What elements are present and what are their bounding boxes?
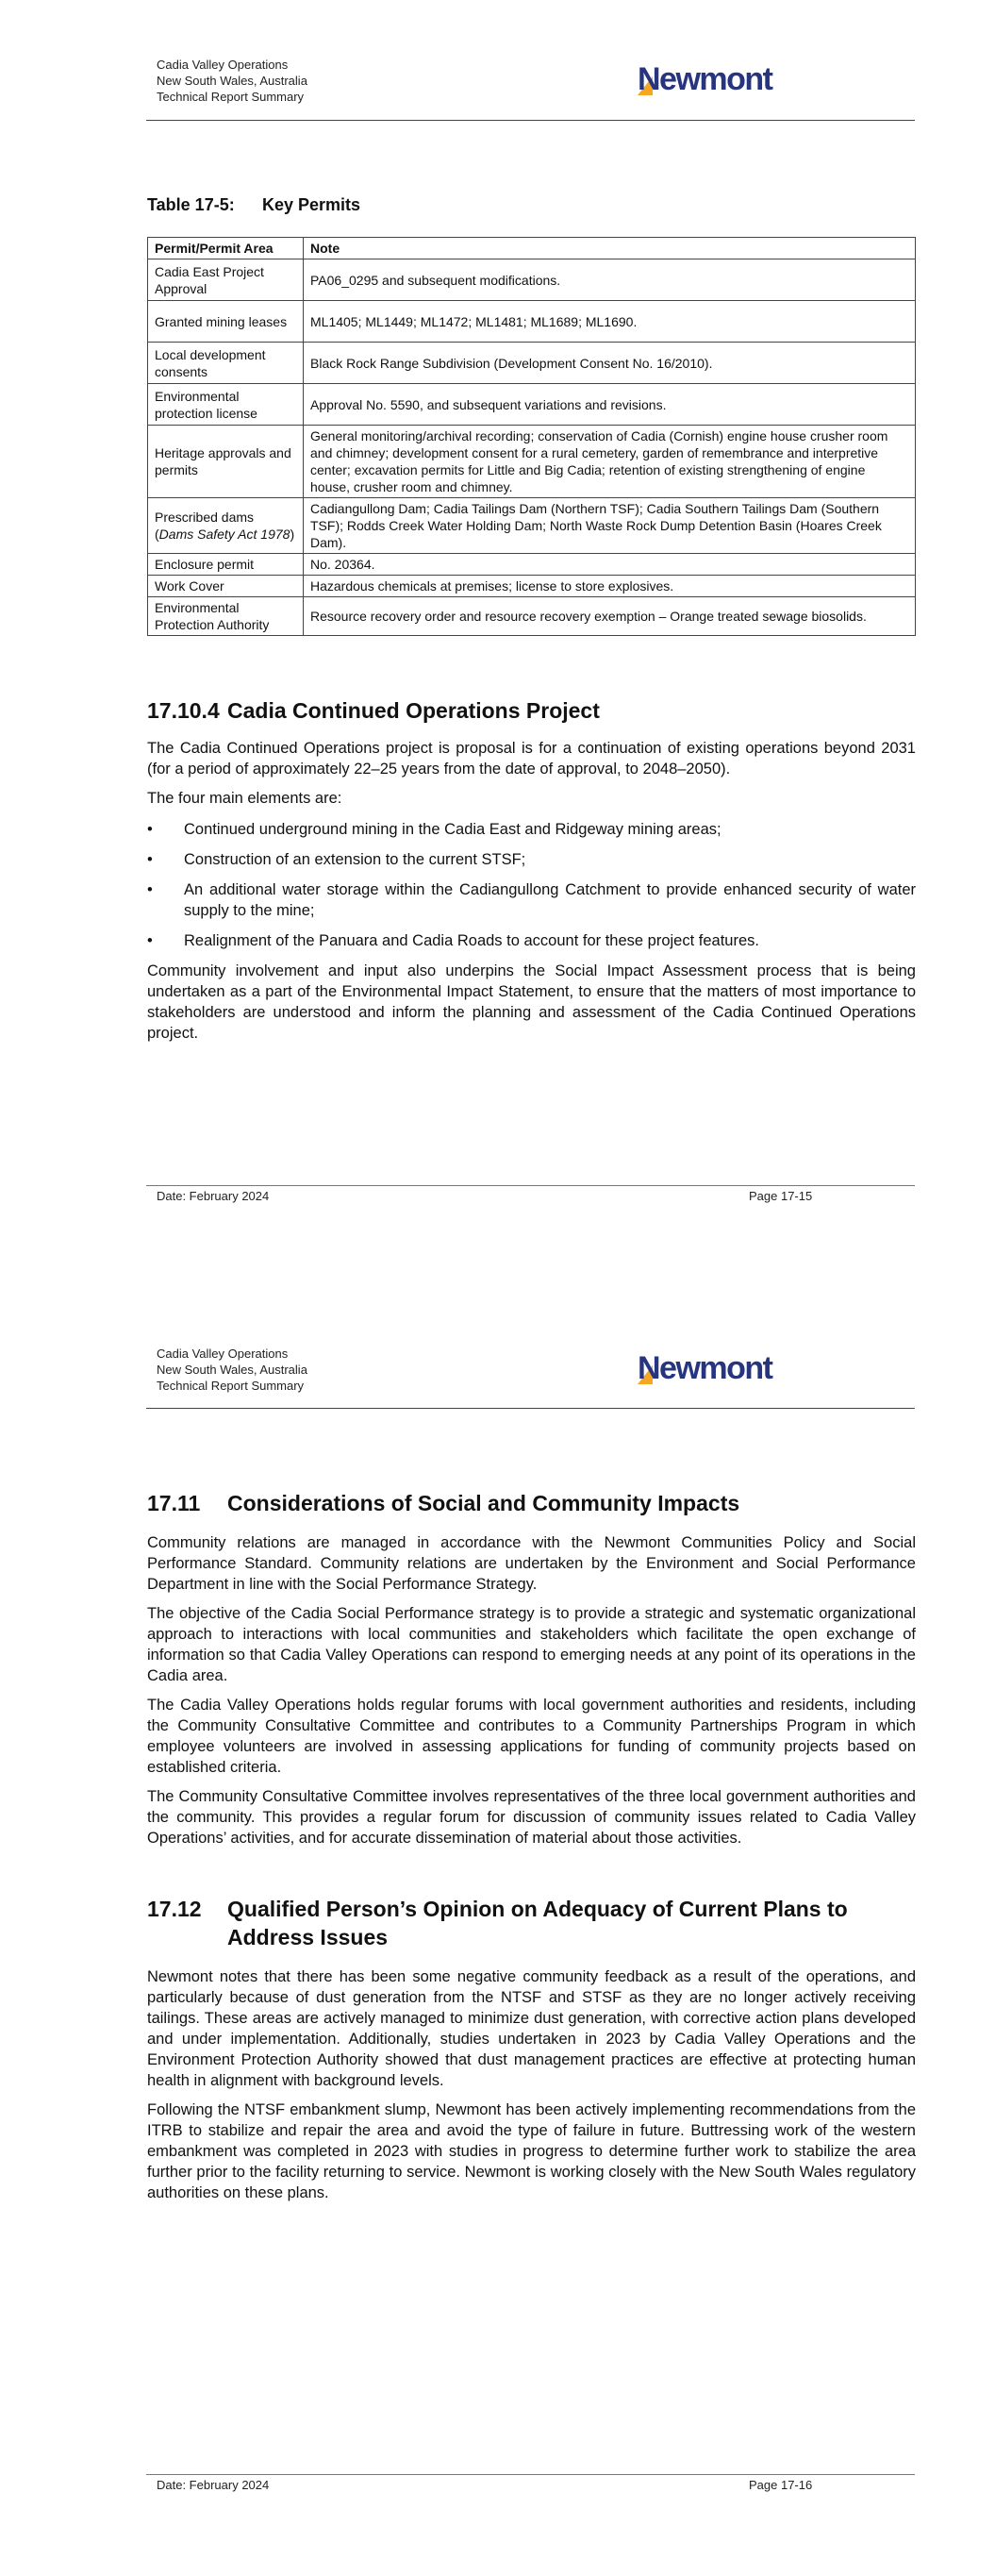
list-item-text: Continued underground mining in the Cadia East and Ridgeway mining areas; xyxy=(184,821,721,838)
header-company: Cadia Valley Operations xyxy=(157,58,289,72)
permit-area: Enclosure permit xyxy=(148,554,304,576)
section-number: 17.12 xyxy=(147,1897,202,1921)
key-permits-table xyxy=(147,237,916,636)
permit-area: Local development consents xyxy=(148,343,304,384)
newmont-logo: Newmont xyxy=(638,61,772,97)
permit-area xyxy=(148,498,304,554)
newmont-logo: Newmont xyxy=(638,1350,772,1386)
permit-area: Cadia East Project Approval xyxy=(148,259,304,301)
section-number: 17.11 xyxy=(147,1491,201,1515)
permit-note: Black Rock Range Subdivision (Development Consent No. 16/2010). xyxy=(304,343,916,384)
permit-area-end: ) xyxy=(290,527,295,542)
permit-note: Approval No. 5590, and subsequent variations and revisions. xyxy=(304,384,916,426)
footer-rule xyxy=(146,1185,915,1186)
footer-page-number: Page 17-15 xyxy=(749,1189,813,1203)
table-title: Key Permits xyxy=(262,195,361,214)
section-title: Cadia Continued Operations Project xyxy=(227,698,600,723)
paragraph: The Cadia Continued Operations project is proposal is for a continuation of existing operations beyond 2031 (for a period of approximately 22–25 years from the date of approval, to 2048–2050). xyxy=(147,740,916,778)
column-header: Permit/Permit Area xyxy=(148,238,304,259)
column-header: Note xyxy=(304,238,916,259)
paragraph: The objective of the Cadia Social Performance strategy is to provide a strategic and systematic organizational approach to interactions with local communities and stakeholders which facilitate the open exchange of information so that Cadia Valley Operations can respond to emerging needs at any point of its operations in the Cadia area. xyxy=(147,1605,916,1684)
table-row xyxy=(148,384,916,426)
table-row xyxy=(148,426,916,498)
table-row xyxy=(148,343,916,384)
permit-note: ML1405; ML1449; ML1472; ML1481; ML1689; ML1690. xyxy=(304,301,916,343)
paragraph: Newmont notes that there has been some negative community feedback as a result of the operations, and particularly because of dust generation from the NTSF and STSF as they are no longer actively receiving tailings. These areas are actively managed to minimize dust generation, with corrective action plans developed and under implementation. Additionally, studies undertaken in 2023 by Cadia Valley Operations and the Environment Protection Authority showed that dust management practices are effective at protecting human health in alignment with background levels. xyxy=(147,1968,916,2089)
header-location: New South Wales, Australia xyxy=(157,1363,307,1377)
permit-area: Granted mining leases xyxy=(148,301,304,343)
section-title: Considerations of Social and Community Impacts xyxy=(227,1491,740,1515)
section-title: Qualified Person’s Opinion on Adequacy of Current Plans to Address Issues xyxy=(227,1897,848,1949)
bullet-icon: • xyxy=(147,821,153,838)
header-report: Technical Report Summary xyxy=(157,1379,305,1393)
footer-rule xyxy=(146,2474,915,2475)
permit-note: Hazardous chemicals at premises; license to store explosives. xyxy=(304,576,916,597)
permit-note: No. 20364. xyxy=(304,554,916,576)
footer-page-number: Page 17-16 xyxy=(749,2478,813,2492)
header-rule xyxy=(146,120,915,121)
page-header-info xyxy=(157,1346,307,1394)
table-row xyxy=(148,576,916,597)
list-item xyxy=(147,819,916,840)
paragraph: The Cadia Valley Operations holds regular forums with local government authorities and residents, including the Community Consultative Committee and contributes to a Community Partnerships Program in which employee volunteers are involved in assessing applications for funding of community projects based on established criteria. xyxy=(147,1697,916,1776)
table-caption xyxy=(147,195,360,215)
section-17-12 xyxy=(147,1895,916,2212)
list-item xyxy=(147,930,916,951)
permit-area: Environmental protection license xyxy=(148,384,304,426)
list-item-text: Realignment of the Panuara and Cadia Roads to account for these project features. xyxy=(184,932,759,949)
footer-date: Date: February 2024 xyxy=(157,1189,270,1203)
permit-note: Cadiangullong Dam; Cadia Tailings Dam (Northern TSF); Cadia Southern Tailings Dam (Southern TSF); Rodds Creek Water Holding Dam; North Waste Rock Dump Detention Basin (Hoares Creek Dam). xyxy=(304,498,916,554)
header-company: Cadia Valley Operations xyxy=(157,1347,289,1361)
list-item-text: Construction of an extension to the current STSF; xyxy=(184,851,526,868)
permit-area: Work Cover xyxy=(148,576,304,597)
section-heading xyxy=(147,1895,916,1951)
paragraph: Following the NTSF embankment slump, Newmont has been actively implementing recommendations from the ITRB to stabilize and repair the area and avoid the type of failure in future. Buttressing work of the western embankment was completed in 2023 with studies in progress to determine further work to stabilize the area further prior to the facility returning to service. Newmont is working closely with the New South Wales regulatory authorities on these plans. xyxy=(147,2101,916,2201)
table-row xyxy=(148,301,916,343)
section-number: 17.10.4 xyxy=(147,698,220,723)
paragraph: Community relations are managed in accordance with the Newmont Communities Policy and Social Performance Standard. Community relations are undertaken by the Environment and Social Performance Department in line with the Social Performance Strategy. xyxy=(147,1534,916,1593)
bullet-icon: • xyxy=(147,932,153,949)
permit-note: General monitoring/archival recording; conservation of Cadia (Cornish) engine house crusher room and chimney; development consent for a rural cemetery, garden of remembrance and interpretive center; excavation permits for Little and Big Cadia; retention of existing strengthening of engine house, crusher room and chimney. xyxy=(304,426,916,498)
elements-list xyxy=(147,819,916,951)
paragraph: The four main elements are: xyxy=(147,790,342,807)
header-location: New South Wales, Australia xyxy=(157,74,307,88)
section-17-11 xyxy=(147,1489,916,1857)
section-heading xyxy=(147,696,916,725)
section-17-10-4 xyxy=(147,696,916,1052)
permit-area: Heritage approvals and permits xyxy=(148,426,304,498)
table-row xyxy=(148,259,916,301)
list-item xyxy=(147,849,916,870)
table-label: Table 17-5: xyxy=(147,195,235,214)
permit-note: PA06_0295 and subsequent modifications. xyxy=(304,259,916,301)
bullet-icon: • xyxy=(147,851,153,868)
permit-area-text: Prescribed dams ( xyxy=(155,510,255,542)
permit-area: Environmental Protection Authority xyxy=(148,597,304,636)
paragraph: Community involvement and input also underpins the Social Impact Assessment process that is being undertaken as a part of the Environmental Impact Statement, to ensure that the matters of most importance to stakeholders are understood and inform the planning and assessment of the Cadia Continued Operations project. xyxy=(147,962,916,1042)
table-row xyxy=(148,554,916,576)
footer-date: Date: February 2024 xyxy=(157,2478,270,2492)
table-header-row xyxy=(148,238,916,259)
permit-area-act: Dams Safety Act 1978 xyxy=(158,527,290,542)
section-heading xyxy=(147,1489,916,1517)
bullet-icon: • xyxy=(147,881,153,898)
table-row xyxy=(148,498,916,554)
header-report: Technical Report Summary xyxy=(157,90,305,104)
paragraph: The Community Consultative Committee involves representatives of the three local government authorities and the community. This provides a regular forum for discussion of community issues related to Cadia Valley Operations’ activities, and for accurate dissemination of material about those activities. xyxy=(147,1788,916,1847)
page-header-info xyxy=(157,57,307,105)
permit-note: Resource recovery order and resource recovery exemption – Orange treated sewage biosolids. xyxy=(304,597,916,636)
table-row xyxy=(148,597,916,636)
list-item xyxy=(147,879,916,921)
list-item-text: An additional water storage within the Cadiangullong Catchment to provide enhanced security of water supply to the mine; xyxy=(184,881,916,919)
header-rule xyxy=(146,1408,915,1409)
